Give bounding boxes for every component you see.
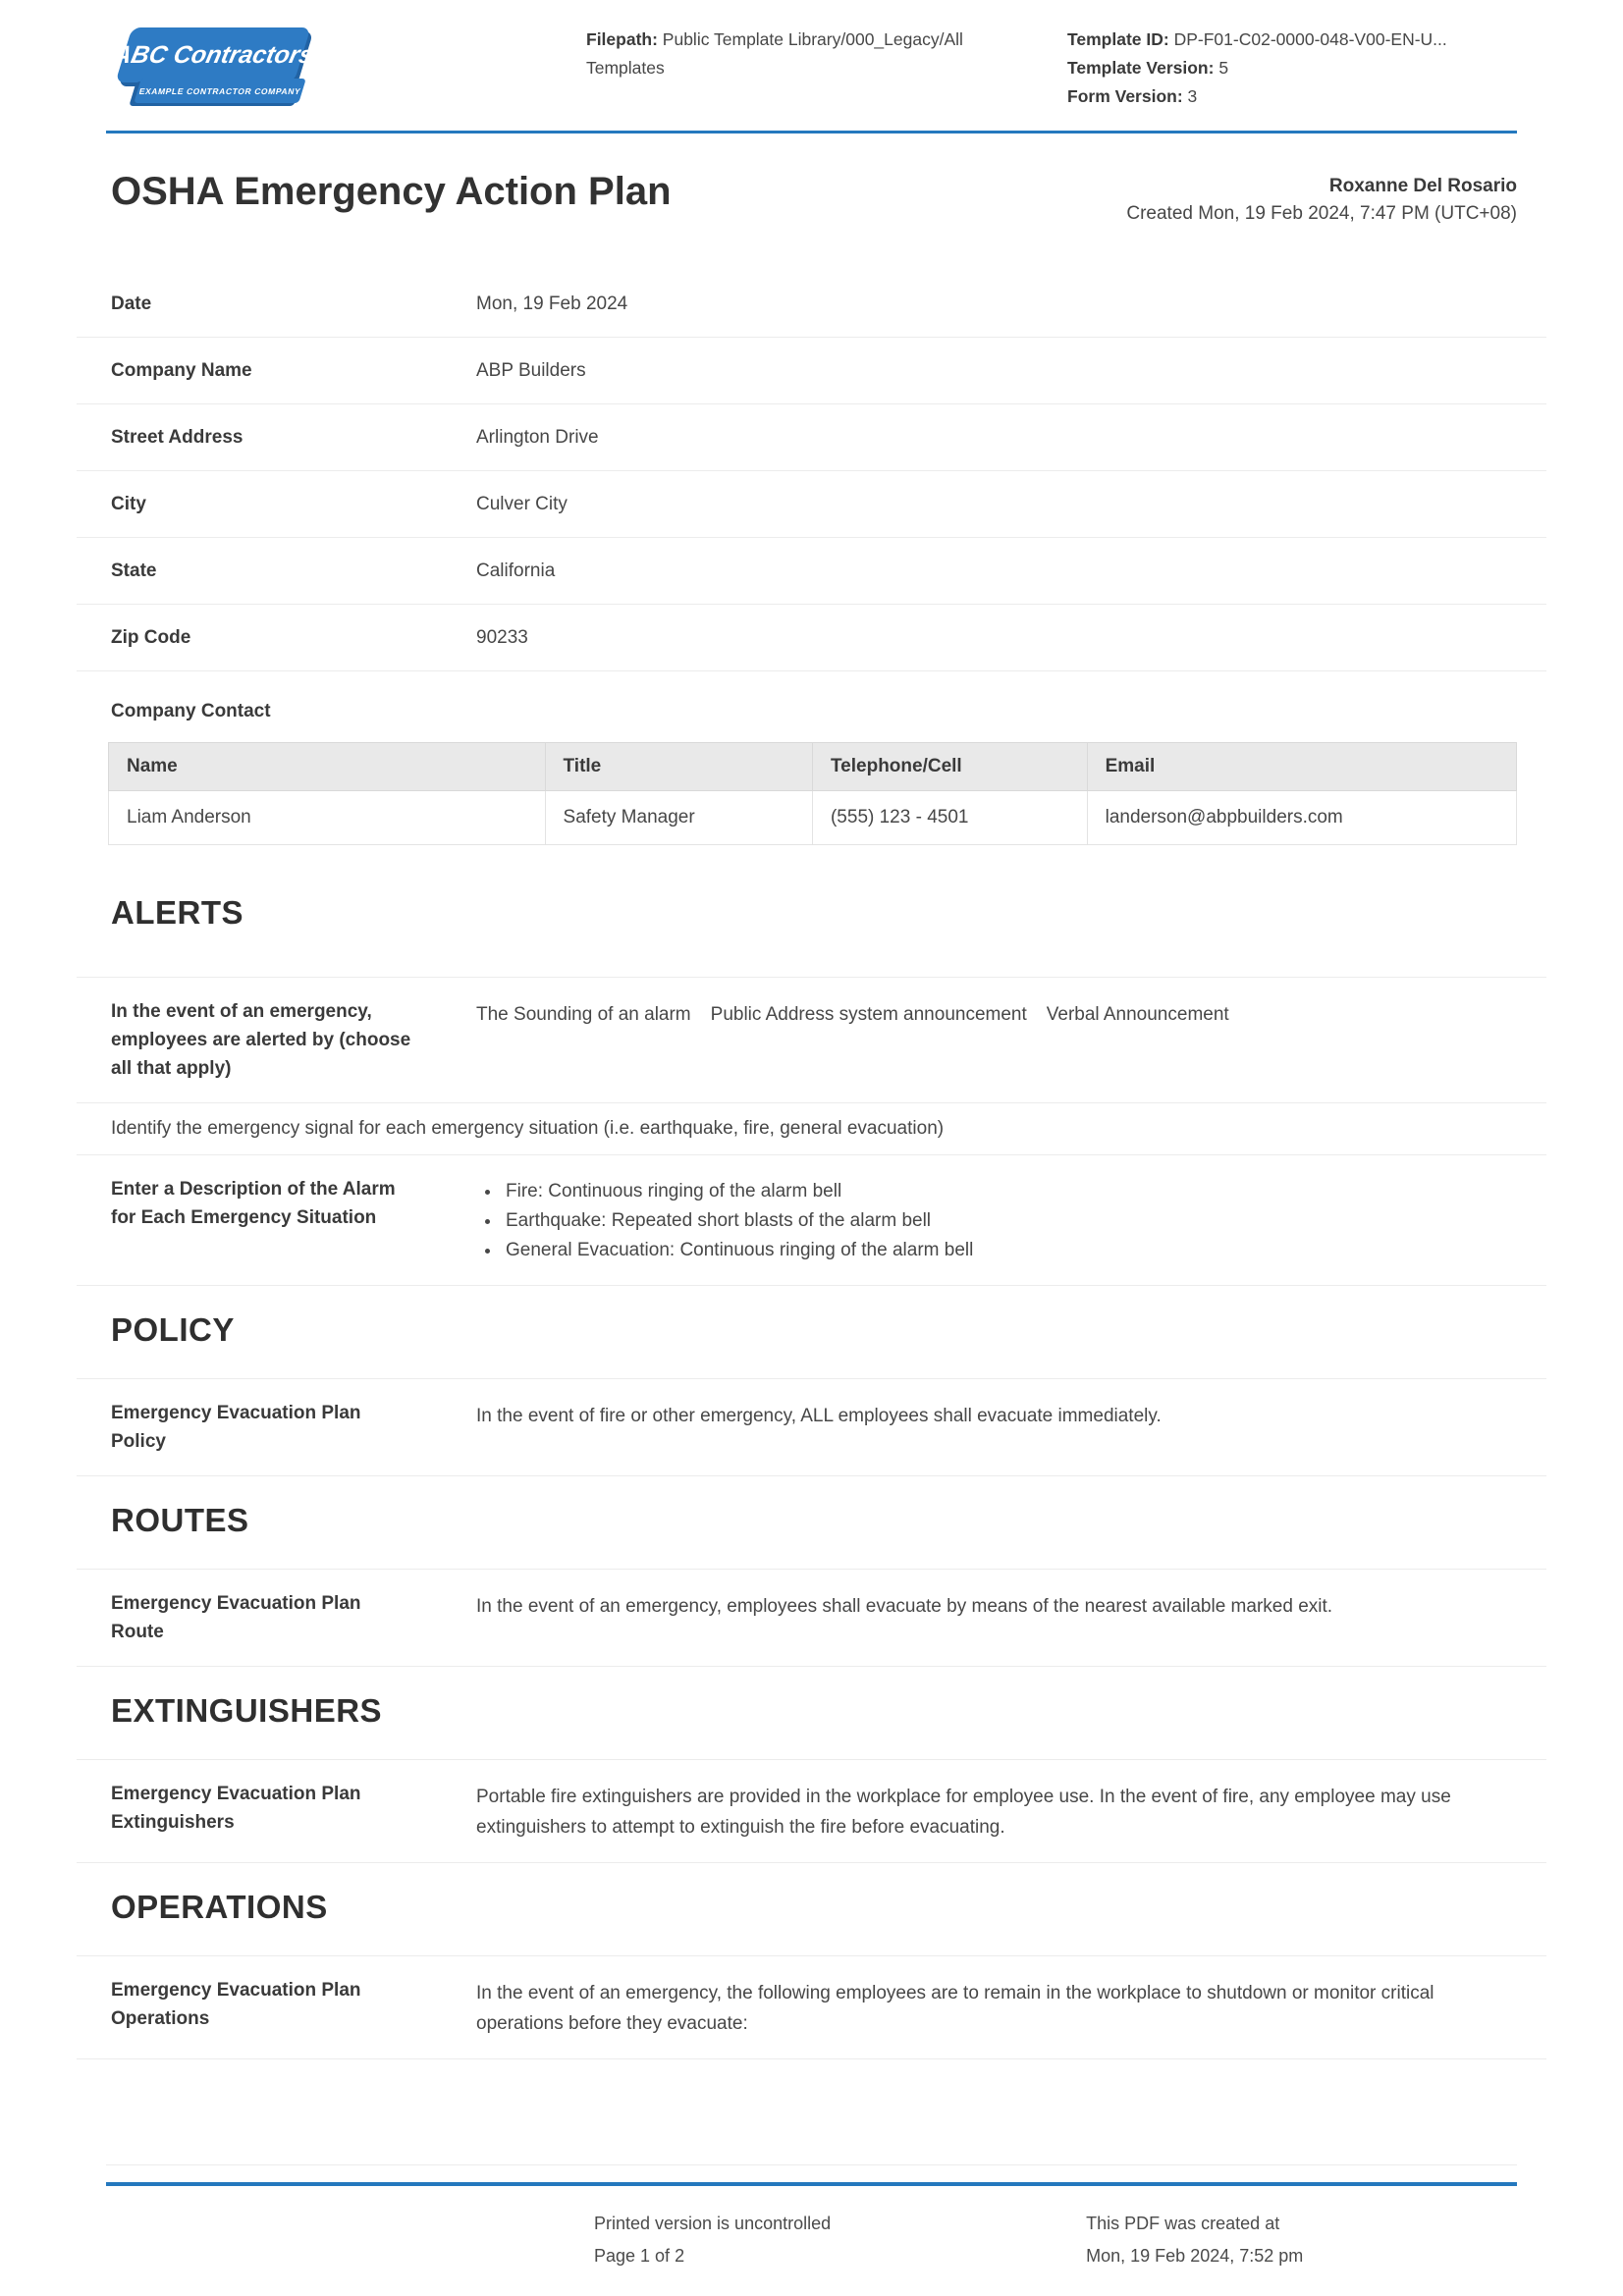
logo-banner: [110, 27, 316, 82]
template-version-value: 5: [1218, 58, 1229, 78]
contact-telephone-cell: (555) 123 - 4501: [812, 791, 1087, 845]
field-row-city: [77, 471, 1546, 538]
operations-section: [77, 1955, 1546, 2059]
route-value: In the event of an emergency, employees shall evacuate by means of the nearest available marked exit.: [476, 1596, 1333, 1617]
footer-right: [1086, 2208, 1303, 2272]
document-footer: [0, 2164, 1623, 2296]
alerted-by-values: [476, 997, 1512, 1030]
operations-label: Emergency Evacuation Plan Operations: [111, 1980, 361, 2029]
author-name: Roxanne Del Rosario: [1328, 176, 1517, 196]
field-row-state: [77, 538, 1546, 605]
route-label: Emergency Evacuation Plan Route: [111, 1593, 361, 1642]
table-header-row: [109, 743, 1517, 791]
section-heading-extinguishers: EXTINGUISHERS: [111, 1692, 383, 1729]
footer-page-number: Page 1 of 2: [594, 2246, 685, 2266]
page-title: OSHA Emergency Action Plan: [111, 170, 672, 213]
field-label: State: [111, 561, 157, 581]
alarm-description-row: [77, 1155, 1546, 1286]
alarm-description-label: Enter a Description of the Alarm for Each Emergency Situation: [111, 1179, 396, 1228]
template-version-label: Template Version:: [1067, 58, 1215, 78]
form-version-label: Form Version:: [1067, 86, 1183, 106]
document-header: [77, 26, 1546, 111]
alert-method: Public Address system announcement: [710, 1004, 1027, 1025]
section-heading-alerts: ALERTS: [111, 894, 243, 931]
header-divider: [106, 131, 1517, 133]
field-value: 90233: [476, 626, 528, 648]
field-value: Mon, 19 Feb 2024: [476, 293, 628, 314]
list-item: • General Evacuation: Continuous ringing of the alarm bell: [502, 1236, 1512, 1265]
extinguishers-value: Portable fire extinguishers are provided in the workplace for employee use. In the event of fire, any employee may use extinguishers to attempt to extinguish the fire before evacuating.: [476, 1787, 1451, 1838]
created-timestamp: Created Mon, 19 Feb 2024, 7:47 PM (UTC+08): [1126, 203, 1517, 224]
field-label: Zip Code: [111, 627, 191, 648]
filepath-value: Public Template Library/000_Legacy/All Templates: [586, 29, 963, 78]
column-header-name: Name: [109, 743, 546, 791]
field-row-street-address: [77, 404, 1546, 471]
alerted-by-row: [77, 978, 1546, 1103]
company-contact-label: Company Contact: [111, 701, 271, 721]
field-row-zip-code: [77, 605, 1546, 671]
title-block: [111, 169, 1517, 228]
list-item: • Fire: Continuous ringing of the alarm bell: [502, 1177, 1512, 1206]
contact-email-cell: landerson@abpbuilders.com: [1087, 791, 1516, 845]
alarm-description-list: [476, 1177, 1512, 1265]
filepath-label: Filepath:: [586, 29, 658, 49]
operations-row: [77, 1956, 1546, 2059]
extinguishers-label: Emergency Evacuation Plan Extinguishers: [111, 1784, 361, 1833]
list-item: • Earthquake: Repeated short blasts of the alarm bell: [502, 1206, 1512, 1236]
filepath-info: [586, 26, 1028, 82]
logo-sub-banner: [134, 79, 306, 103]
created-block: [1126, 169, 1517, 228]
column-header-title: Title: [545, 743, 812, 791]
contact-title-cell: Safety Manager: [545, 791, 812, 845]
form-fields: [77, 271, 1546, 671]
alerted-by-label: In the event of an emergency, employees are alerted by (choose all that apply): [111, 1001, 411, 1079]
field-label: City: [111, 494, 146, 514]
column-header-telephone: Telephone/Cell: [812, 743, 1087, 791]
logo-title: ABC Contractors: [110, 40, 316, 69]
policy-value: In the event of fire or other emergency, ALL employees shall evacuate immediately.: [476, 1406, 1162, 1426]
policy-section: [77, 1378, 1546, 1476]
operations-value: In the event of an emergency, the following employees are to remain in the workplace to shutdown or monitor critical operations before they evacuate:: [476, 1983, 1434, 2034]
footer-divider: [106, 2182, 1517, 2186]
section-heading-policy: POLICY: [111, 1311, 235, 1348]
field-value: California: [476, 560, 556, 581]
column-header-email: Email: [1087, 743, 1516, 791]
company-contact-table: [108, 742, 1517, 845]
contact-name-cell: Liam Anderson: [109, 791, 546, 845]
template-id-label: Template ID:: [1067, 29, 1169, 49]
template-id-value: DP-F01-C02-0000-048-V00-EN-U...: [1173, 29, 1447, 49]
field-value: ABP Builders: [476, 359, 586, 381]
footer-created-timestamp: Mon, 19 Feb 2024, 7:52 pm: [1086, 2246, 1304, 2266]
extinguishers-row: [77, 1760, 1546, 1863]
field-value: Arlington Drive: [476, 426, 599, 448]
route-row: [77, 1570, 1546, 1667]
table-row: [109, 791, 1517, 845]
field-value: Culver City: [476, 493, 568, 514]
policy-row: [77, 1379, 1546, 1476]
field-row-company-name: [77, 338, 1546, 404]
footer-separator: [106, 2164, 1517, 2165]
form-version-value: 3: [1187, 86, 1198, 106]
field-label: Date: [111, 294, 152, 314]
section-heading-routes: ROUTES: [111, 1502, 249, 1538]
extinguishers-section: [77, 1759, 1546, 1863]
template-info: [1067, 26, 1546, 111]
footer-uncontrolled-note: Printed version is uncontrolled: [594, 2214, 832, 2233]
routes-section: [77, 1569, 1546, 1667]
field-label: Company Name: [111, 360, 252, 381]
field-row-date: [77, 271, 1546, 338]
alerts-section: [77, 977, 1546, 1286]
logo-subtitle: EXAMPLE CONTRACTOR COMPANY: [137, 85, 302, 96]
field-label: Street Address: [111, 427, 243, 448]
alert-method: Verbal Announcement: [1046, 1004, 1229, 1025]
alert-method: The Sounding of an alarm: [476, 1004, 691, 1025]
footer-left: [594, 2208, 831, 2272]
alerts-note: Identify the emergency signal for each emergency situation (i.e. earthquake, fire, general evacuation): [77, 1103, 1546, 1155]
company-logo: [108, 26, 316, 108]
section-heading-operations: OPERATIONS: [111, 1889, 328, 1925]
policy-label: Emergency Evacuation Plan Policy: [111, 1403, 361, 1452]
footer-created-note: This PDF was created at: [1086, 2214, 1280, 2233]
